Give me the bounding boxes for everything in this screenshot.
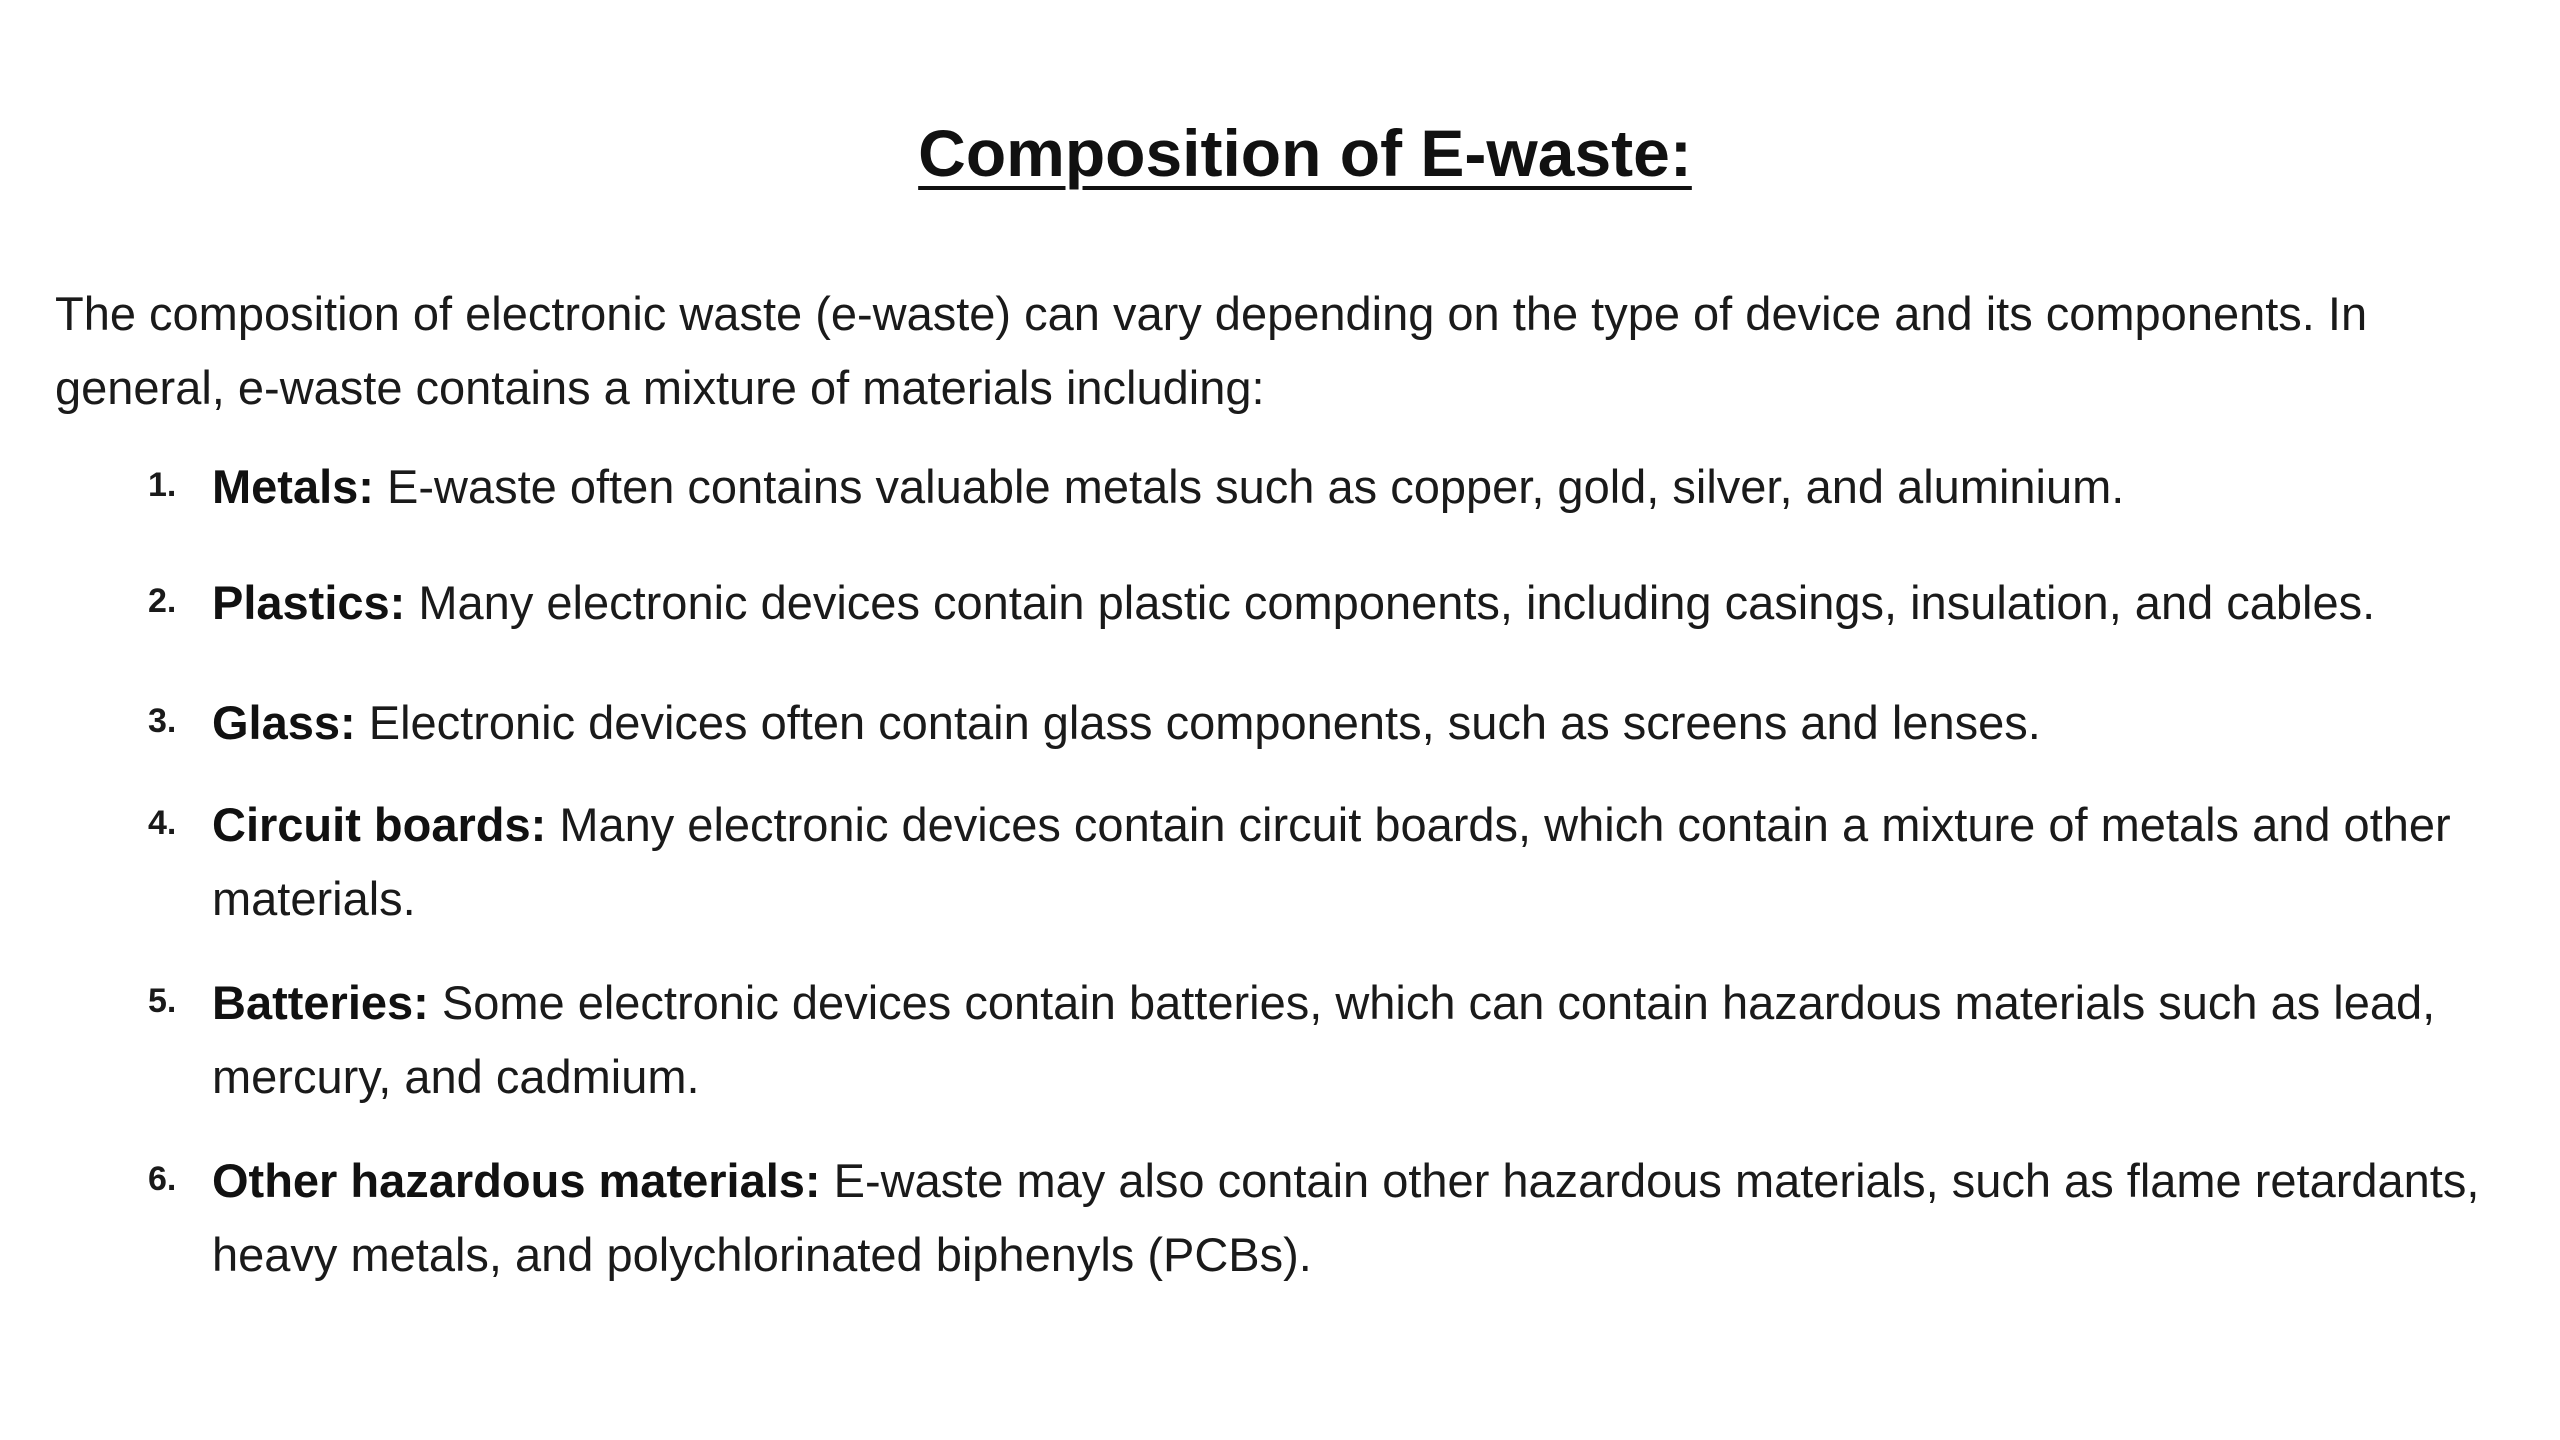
list-item-body: [212, 686, 2542, 760]
list-number: 6.: [148, 1160, 177, 1198]
list-item-term: Circuit boards:: [212, 798, 547, 851]
list-item-term: Metals:: [212, 460, 374, 513]
list-item-text: Many electronic devices contain circuit boards, which contain a mixture of metals and other materials.: [212, 798, 2451, 925]
list-item-body: [212, 1144, 2542, 1292]
list-number: 4.: [148, 804, 177, 842]
list-item-body: [212, 966, 2542, 1114]
list-item-body: [212, 450, 2542, 524]
list-number: 5.: [148, 982, 177, 1020]
list-item-text: E-waste may also contain other hazardous materials, such as flame retardants, heavy metals, and polychlorinated biphenyls (PCBs).: [212, 1154, 2480, 1281]
list-item-text: Some electronic devices contain batteries, which can contain hazardous materials such as lead, mercury, and cadmium.: [212, 976, 2436, 1103]
list-item-term: Batteries:: [212, 976, 429, 1029]
list-item-body: [212, 788, 2542, 936]
list-item-term: Glass:: [212, 696, 356, 749]
list-item-term: Other hazardous materials:: [212, 1154, 821, 1207]
list-item-text: Electronic devices often contain glass components, such as screens and lenses.: [355, 696, 2041, 749]
list-number: 2.: [148, 582, 177, 620]
list-item-text: E-waste often contains valuable metals such as copper, gold, silver, and aluminium.: [373, 460, 2125, 513]
intro-paragraph: The composition of electronic waste (e-waste) can vary depending on the type of device and its components. In general, e-waste contains a mixture of materials including:: [55, 287, 2368, 414]
list-number: 1.: [148, 466, 177, 504]
slide-title: Composition of E-waste:: [918, 116, 1692, 190]
list-item-term: Plastics:: [212, 576, 406, 629]
list-number: 3.: [148, 702, 177, 740]
list-item-text: Many electronic devices contain plastic components, including casings, insulation, and cables.: [405, 576, 2376, 629]
list-item-body: [212, 566, 2542, 640]
